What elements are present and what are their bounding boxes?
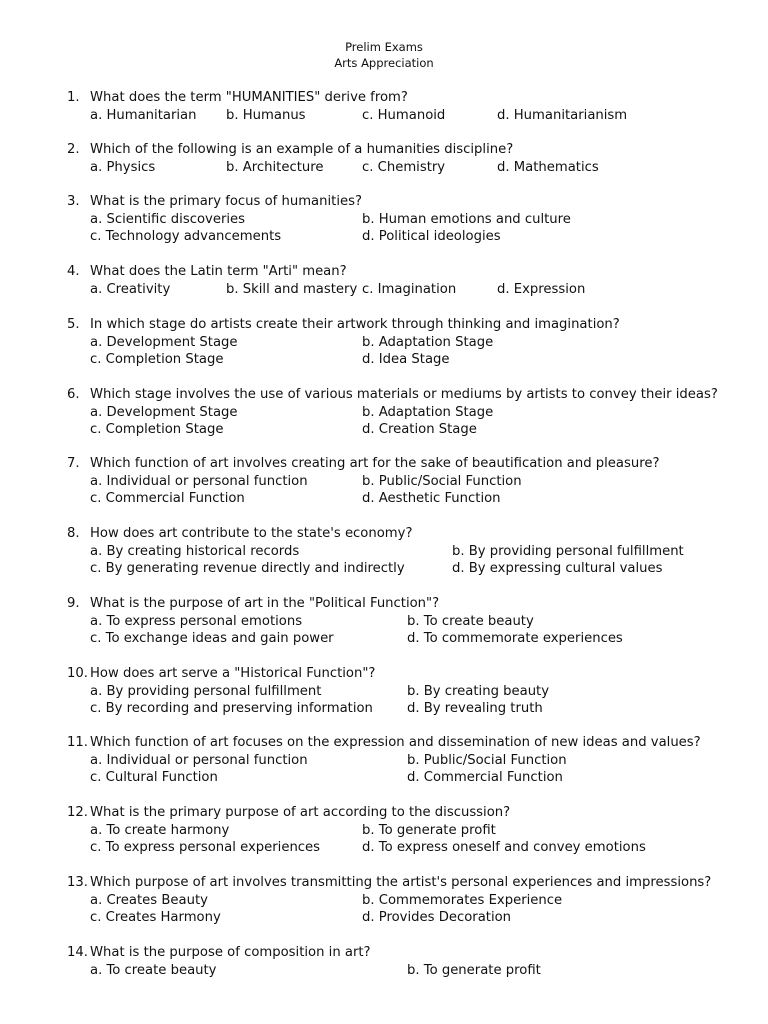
option-a: a. Humanitarian	[90, 107, 197, 123]
option-d: d. Idea Stage	[362, 352, 450, 367]
option-d: d. Creation Stage	[362, 422, 477, 437]
option-c: c. Creates Harmony	[90, 910, 221, 925]
option-a: a. Scientific discoveries	[90, 211, 246, 227]
option-a: a. Development Stage	[90, 334, 238, 350]
option-a: a. Creativity	[90, 281, 171, 297]
question-text: How does art serve a "Historical Function"?	[90, 666, 376, 681]
option-b: b. Humanus	[226, 107, 306, 123]
question-number: 3.	[67, 194, 80, 209]
exam-title: Prelim Exams	[345, 40, 423, 54]
option-d: d. By revealing truth	[407, 701, 543, 716]
question-number: 12.	[67, 805, 88, 820]
question-number: 13.	[67, 875, 88, 890]
option-a: a. By creating historical records	[90, 543, 300, 559]
option-c: c. By generating revenue directly and indirectly	[90, 561, 405, 576]
option-b: b. By providing personal fulfillment	[452, 543, 684, 559]
question-number: 6.	[67, 387, 80, 402]
question-number: 2.	[67, 142, 80, 157]
question-number: 7.	[67, 456, 80, 471]
option-b: b. Architecture	[226, 159, 324, 175]
question-text: What does the Latin term "Arti" mean?	[90, 264, 347, 279]
option-d: d. Humanitarianism	[497, 107, 628, 123]
option-a: a. By providing personal fulfillment	[90, 683, 322, 699]
option-a: a. To express personal emotions	[90, 613, 303, 629]
option-c: c. By recording and preserving information	[90, 701, 373, 716]
question-number: 14.	[67, 945, 88, 960]
option-b: b. To generate profit	[407, 962, 541, 978]
question-number: 10.	[67, 666, 88, 681]
option-b: b. Human emotions and culture	[362, 211, 571, 227]
question-text: What is the primary purpose of art according to the discussion?	[90, 805, 511, 820]
option-a: a. Individual or personal function	[90, 473, 308, 489]
option-c: c. Completion Stage	[90, 422, 224, 437]
option-a: a. Creates Beauty	[90, 892, 208, 908]
option-c: c. To exchange ideas and gain power	[90, 631, 334, 646]
option-c: c. Humanoid	[362, 107, 446, 123]
question-number: 4.	[67, 264, 80, 279]
option-b: b. To generate profit	[362, 822, 496, 838]
option-d: d. Political ideologies	[362, 229, 501, 244]
option-b: b. Adaptation Stage	[362, 334, 494, 350]
option-d: d. By expressing cultural values	[452, 561, 663, 576]
option-d: d. To commemorate experiences	[407, 631, 623, 646]
question-number: 8.	[67, 526, 80, 541]
option-a: a. To create beauty	[90, 962, 217, 978]
option-a: a. To create harmony	[90, 822, 230, 838]
question-number: 5.	[67, 317, 80, 332]
option-c: c. Technology advancements	[90, 229, 282, 244]
option-c: c. Completion Stage	[90, 352, 224, 367]
option-d: d. Mathematics	[497, 159, 599, 175]
question-text: What is the primary focus of humanities?	[90, 194, 362, 209]
option-c: c. Imagination	[362, 281, 457, 297]
question-text: In which stage do artists create their artwork through thinking and imagination?	[90, 317, 620, 332]
option-b: b. Commemorates Experience	[362, 892, 563, 908]
option-b: b. Public/Social Function	[407, 752, 567, 768]
question-text: How does art contribute to the state's economy?	[90, 526, 413, 541]
question-text: What is the purpose of composition in art?	[90, 945, 371, 960]
option-a: a. Physics	[90, 159, 156, 175]
option-b: b. To create beauty	[407, 613, 534, 629]
question-text: What does the term "HUMANITIES" derive from?	[90, 90, 408, 105]
option-b: b. By creating beauty	[407, 683, 550, 699]
option-c: c. Cultural Function	[90, 770, 218, 785]
question-text: Which stage involves the use of various materials or mediums by artists to convey their ideas?	[90, 387, 718, 402]
option-d: d. Aesthetic Function	[362, 491, 501, 506]
question-text: Which of the following is an example of a humanities discipline?	[90, 142, 514, 157]
option-a: a. Individual or personal function	[90, 752, 308, 768]
question-number: 1.	[67, 90, 80, 105]
question-text: What is the purpose of art in the "Political Function"?	[90, 596, 440, 611]
question-text: Which function of art focuses on the expression and dissemination of new ideas and values?	[90, 735, 701, 750]
option-d: d. To express oneself and convey emotions	[362, 840, 646, 855]
question-number: 9.	[67, 596, 80, 611]
option-d: d. Expression	[497, 281, 586, 297]
question-number: 11.	[67, 735, 88, 750]
option-b: b. Public/Social Function	[362, 473, 522, 489]
question-text: Which function of art involves creating art for the sake of beautification and pleasure?	[90, 456, 660, 471]
question-text: Which purpose of art involves transmitting the artist's personal experiences and impressions?	[90, 875, 712, 890]
exam-subtitle: Arts Appreciation	[334, 56, 434, 70]
option-c: c. To express personal experiences	[90, 840, 321, 855]
option-b: b. Skill and mastery	[226, 281, 358, 297]
option-d: d. Commercial Function	[407, 770, 563, 785]
option-a: a. Development Stage	[90, 404, 238, 420]
option-b: b. Adaptation Stage	[362, 404, 494, 420]
option-c: c. Commercial Function	[90, 491, 245, 506]
option-d: d. Provides Decoration	[362, 910, 512, 925]
option-c: c. Chemistry	[362, 159, 446, 175]
